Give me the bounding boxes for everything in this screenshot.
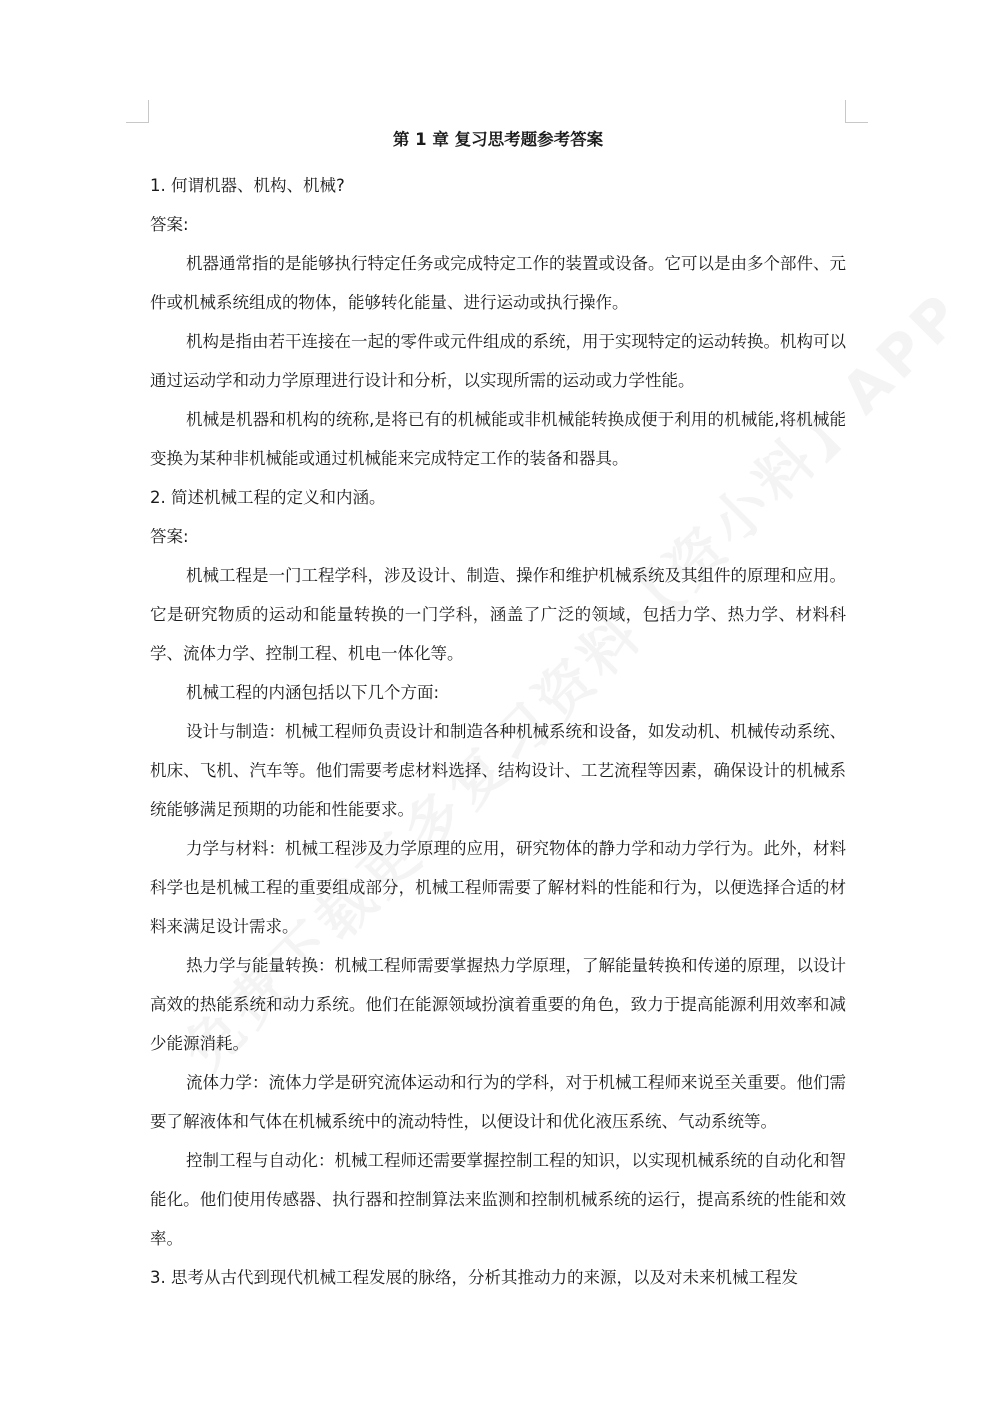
answer-paragraph: 机械工程是一门工程学科，涉及设计、制造、操作和维护机械系统及其组件的原理和应用。它是研究物质的运动和能量转换的一门学科，涵盖了广泛的领域，包括力学、热力学、材料科学、流体力学、控制工程、机电一体化等。 [150,566,846,663]
answer-paragraph: 机械工程的内涵包括以下几个方面: [186,683,440,702]
page-title: 第 1 章 复习思考题参考答案 [392,130,604,149]
answer-paragraph: 机器通常指的是能够执行特定任务或完成特定工作的装置或设备。它可以是由多个部件、元件或机械系统组成的物体，能够转化能量、进行运动或执行操作。 [150,254,846,312]
answer-label: 答案: [150,215,189,234]
question-text: 3. 思考从古代到现代机械工程发展的脉络，分析其推动力的来源，以及对未来机械工程发 [150,1268,798,1287]
answer-paragraph: 机构是指由若干连接在一起的零件或元件组成的系统，用于实现特定的运动转换。机构可以通过运动学和动力学原理进行设计和分析，以实现所需的运动或力学性能。 [150,332,846,390]
answer-paragraph: 控制工程与自动化：机械工程师还需要掌握控制工程的知识，以实现机械系统的自动化和智能化。他们使用传感器、执行器和控制算法来监测和控制机械系统的运行，提高系统的性能和效率。 [150,1151,846,1248]
question-section-1 [150,166,846,478]
answer-paragraph: 设计与制造：机械工程师负责设计和制造各种机械系统和设备，如发动机、机械传动系统、机床、飞机、汽车等。他们需要考虑材料选择、结构设计、工艺流程等因素，确保设计的机械系统能够满足预期的功能和性能要求。 [150,722,846,819]
document-body [150,126,846,1297]
answer-paragraph: 热力学与能量转换：机械工程师需要掌握热力学原理，了解能量转换和传递的原理，以设计高效的热能系统和动力系统。他们在能源领域扮演着重要的角色，致力于提高能源利用效率和减少能源消耗。 [150,956,846,1053]
answer-paragraph: 力学与材料：机械工程涉及力学原理的应用，研究物体的静力学和动力学行为。此外，材料科学也是机械工程的重要组成部分，机械工程师需要了解材料的性能和行为，以便选择合适的材料来满足设计需求。 [150,839,846,936]
question-text: 1. 何谓机器、机构、机械? [150,176,345,195]
answer-label: 答案: [150,527,189,546]
answer-paragraph: 流体力学：流体力学是研究流体运动和行为的学科，对于机械工程师来说至关重要。他们需要了解液体和气体在机械系统中的流动特性，以便设计和优化液压系统、气动系统等。 [150,1073,846,1131]
question-section-2 [150,478,846,1258]
question-text: 2. 简述机械工程的定义和内涵。 [150,488,386,507]
answer-paragraph: 机械是机器和机构的统称,是将已有的机械能或非机械能转换成便于利用的机械能,将机械能变换为某种非机械能或通过机械能来完成特定工作的装备和器具。 [150,410,846,468]
question-section-3 [150,1258,846,1297]
crop-mark-top-left [126,100,149,123]
crop-mark-top-right [845,100,868,123]
